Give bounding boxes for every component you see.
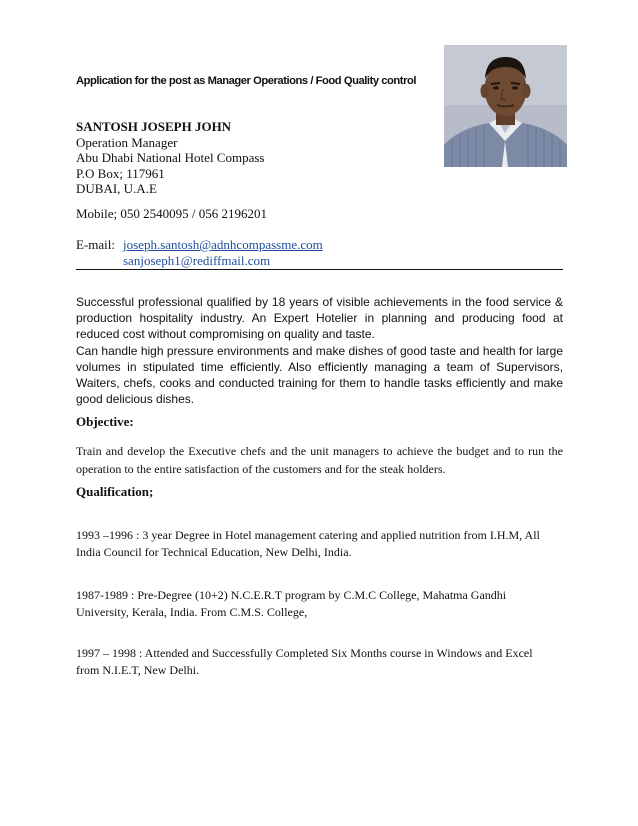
header-divider: [76, 269, 563, 270]
portrait-photo: [444, 45, 567, 167]
qualification-item: 1987-1989 : Pre-Degree (10+2) N.C.E.R.T program by C.M.C College, Mahatma Gandhi University, Kerala, India. From C.M.S. College,: [76, 588, 507, 620]
objective-text: Train and develop the Executive chefs and the unit managers to achieve the budget and to run the operation to the entire satisfaction of the customers and for the steak holders.: [76, 444, 563, 476]
application-title: Application for the post as Manager Operations / Food Quality control: [76, 75, 417, 87]
job-title: Operation Manager: [76, 134, 178, 150]
contact-block: [76, 119, 264, 197]
city: DUBAI, U.A.E: [76, 181, 157, 197]
summary-paragraph-2: Can handle high pressure environments and make dishes of good taste and health for large volumes in stipulated time efficiently. Also efficiently managing a team of Supervisors, Waiters, chefs, cooks and conducted training for them to handle tasks efficiently and make good delicious dishes.: [76, 343, 563, 407]
qualification-item: 1993 –1996 : 3 year Degree in Hotel management catering and applied nutrition from I.H.M, All India Council for Technical Education, New Delhi, India.: [76, 528, 540, 560]
mobile-number: Mobile; 050 2540095 / 056 2196201: [76, 206, 268, 221]
email-secondary: sanjoseph1@rediffmail.com: [123, 252, 271, 268]
portrait-photo-icon: [444, 45, 567, 167]
email-label: E-mail:: [76, 237, 115, 252]
summary-paragraph-1: Successful professional qualified by 18 years of visible achievements in the food service & production hospitality industry. An Expert Hotelier in planning and producing food at reduced cost without compromising on quality and taste.: [76, 295, 563, 342]
organization: Abu Dhabi National Hotel Compass: [76, 150, 265, 166]
email-primary-link[interactable]: joseph.santosh@adnhcompassme.com: [123, 237, 323, 252]
qualification-heading: Qualification;: [76, 484, 154, 499]
professional-summary: [76, 294, 563, 407]
applicant-name: SANTOSH JOSEPH JOHN: [76, 119, 232, 134]
qualification-item: 1997 – 1998 : Attended and Successfully Completed Six Months course in Windows and Excel from N.I.E.T, New Delhi.: [76, 646, 533, 678]
email-block: [76, 237, 323, 268]
objective-heading: Objective:: [76, 414, 134, 429]
po-box: P.O Box; 117961: [76, 165, 165, 181]
